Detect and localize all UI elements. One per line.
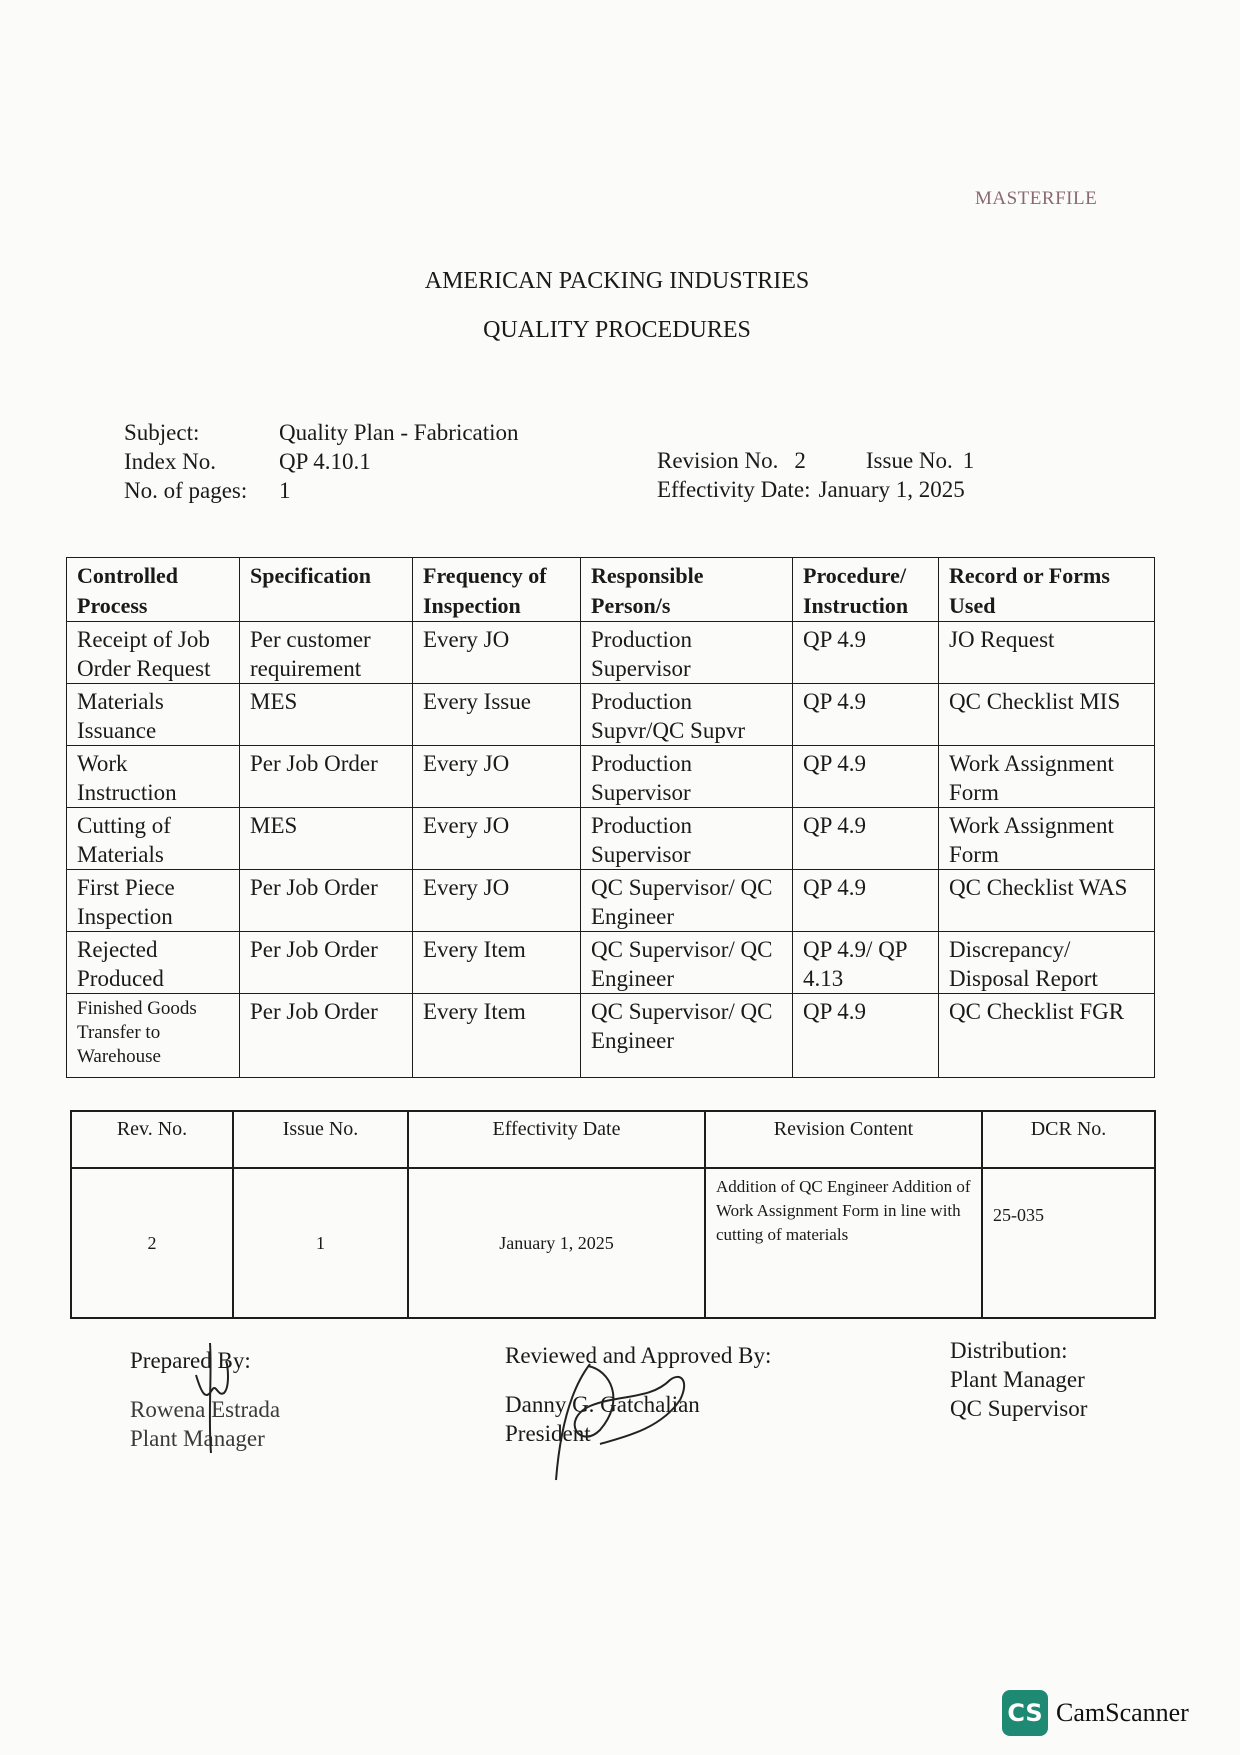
- table-cell: MES: [240, 684, 413, 746]
- table-cell: Per Job Order: [240, 932, 413, 994]
- column-header: Record or Forms Used: [939, 558, 1155, 622]
- table-cell: QC Checklist WAS: [939, 870, 1155, 932]
- quality-plan-table: [66, 557, 1155, 1078]
- table-cell: Addition of QC Engineer Addition of Work Assignment Form in line with cutting of materials: [705, 1168, 982, 1318]
- table-cell: QP 4.9: [793, 622, 939, 684]
- table-cell: Production Supervisor: [581, 746, 793, 808]
- table-cell: Receipt of Job Order Request: [67, 622, 240, 684]
- table-cell: QC Checklist MIS: [939, 684, 1155, 746]
- table-cell: Production Supvr/QC Supvr: [581, 684, 793, 746]
- table-cell: QC Supervisor/ QC Engineer: [581, 870, 793, 932]
- table-cell: 2: [71, 1168, 233, 1318]
- table-cell: 1: [233, 1168, 408, 1318]
- subject-label: Subject:: [124, 420, 200, 445]
- column-header: Rev. No.: [71, 1111, 233, 1168]
- table-cell: MES: [240, 808, 413, 870]
- distribution-item: Plant Manager: [950, 1367, 1085, 1392]
- camscanner-logo-icon: CS: [1002, 1690, 1048, 1736]
- table-row: [67, 622, 1155, 684]
- table-header-row: [71, 1111, 1155, 1168]
- table-cell: Every Item: [413, 932, 581, 994]
- column-header: DCR No.: [982, 1111, 1155, 1168]
- table-row: [71, 1168, 1155, 1318]
- table-cell: QP 4.9: [793, 808, 939, 870]
- table-row: [67, 746, 1155, 808]
- distribution-item: QC Supervisor: [950, 1396, 1088, 1421]
- table-cell: Per Job Order: [240, 870, 413, 932]
- prepared-title: Plant Manager: [130, 1426, 265, 1451]
- table-cell: January 1, 2025: [408, 1168, 705, 1318]
- index-value: QP 4.10.1: [279, 449, 371, 474]
- issue-value: 1: [962, 448, 975, 473]
- column-header: Procedure/ Instruction: [793, 558, 939, 622]
- table-cell: Cutting of Materials: [67, 808, 240, 870]
- table-cell: 25-035: [982, 1168, 1155, 1318]
- table-cell: Every Item: [413, 994, 581, 1078]
- camscanner-watermark: [1002, 1690, 1189, 1736]
- revision-block: [657, 446, 974, 504]
- column-header: Revision Content: [705, 1111, 982, 1168]
- subject-value: Quality Plan - Fabrication: [279, 420, 519, 445]
- table-row: [67, 870, 1155, 932]
- table-cell: QP 4.9: [793, 994, 939, 1078]
- effectivity-label: Effectivity Date:: [657, 477, 811, 502]
- masterfile-stamp: MASTERFILE: [975, 188, 1098, 209]
- table-cell: QC Supervisor/ QC Engineer: [581, 932, 793, 994]
- table-cell: Production Supervisor: [581, 622, 793, 684]
- reviewed-name: Danny G. Gatchalian: [505, 1392, 700, 1417]
- distribution-block: [950, 1336, 1087, 1423]
- effectivity-value: January 1, 2025: [818, 477, 965, 502]
- column-header: Controlled Process: [67, 558, 240, 622]
- table-cell: Finished Goods Transfer to Warehouse: [67, 994, 240, 1078]
- subject-block: [124, 418, 519, 505]
- issue-label: Issue No.: [865, 448, 953, 473]
- prepared-name: Rowena Estrada: [130, 1397, 281, 1422]
- distribution-label: Distribution:: [950, 1338, 1068, 1363]
- index-label: Index No.: [124, 449, 216, 474]
- table-cell: QP 4.9: [793, 746, 939, 808]
- revision-label: Revision No.: [657, 448, 779, 473]
- table-cell: Every JO: [413, 870, 581, 932]
- table-cell: Work Assignment Form: [939, 808, 1155, 870]
- table-cell: Every JO: [413, 808, 581, 870]
- table-cell: QP 4.9: [793, 870, 939, 932]
- table-cell: Work Instruction: [67, 746, 240, 808]
- column-header: Specification: [240, 558, 413, 622]
- table-cell: QC Checklist FGR: [939, 994, 1155, 1078]
- reviewed-signature: [530, 1360, 710, 1485]
- table-row: [67, 994, 1155, 1078]
- table-cell: Every JO: [413, 622, 581, 684]
- table-row: [67, 808, 1155, 870]
- table-cell: Every Issue: [413, 684, 581, 746]
- table-row: [67, 932, 1155, 994]
- table-cell: Discrepancy/ Disposal Report: [939, 932, 1155, 994]
- table-cell: QC Supervisor/ QC Engineer: [581, 994, 793, 1078]
- table-cell: Per Job Order: [240, 994, 413, 1078]
- reviewed-title: President: [505, 1421, 591, 1446]
- company-name: AMERICAN PACKING INDUSTRIES: [424, 268, 810, 294]
- table-cell: JO Request: [939, 622, 1155, 684]
- document-title: QUALITY PROCEDURES: [483, 317, 751, 343]
- column-header: Issue No.: [233, 1111, 408, 1168]
- table-cell: Production Supervisor: [581, 808, 793, 870]
- prepared-signature: [190, 1335, 250, 1460]
- table-row: [67, 684, 1155, 746]
- table-cell: Every JO: [413, 746, 581, 808]
- pages-value: 1: [279, 478, 291, 503]
- camscanner-name: CamScanner: [1056, 1698, 1189, 1727]
- table-cell: Materials Issuance: [67, 684, 240, 746]
- table-cell: First Piece Inspection: [67, 870, 240, 932]
- column-header: Responsible Person/s: [581, 558, 793, 622]
- table-cell: QP 4.9/ QP 4.13: [793, 932, 939, 994]
- table-cell: Per Job Order: [240, 746, 413, 808]
- table-cell: QP 4.9: [793, 684, 939, 746]
- reviewed-label: Reviewed and Approved By:: [505, 1343, 772, 1368]
- prepared-label: Prepared By:: [130, 1348, 251, 1373]
- revision-history-table: [70, 1110, 1156, 1319]
- revision-value: 2: [794, 448, 806, 473]
- column-header: Effectivity Date: [408, 1111, 705, 1168]
- table-cell: Work Assignment Form: [939, 746, 1155, 808]
- column-header: Frequency of Inspection: [413, 558, 581, 622]
- pages-label: No. of pages:: [124, 478, 248, 503]
- table-cell: Per customer requirement: [240, 622, 413, 684]
- table-cell: Rejected Produced: [67, 932, 240, 994]
- table-header-row: [67, 558, 1155, 622]
